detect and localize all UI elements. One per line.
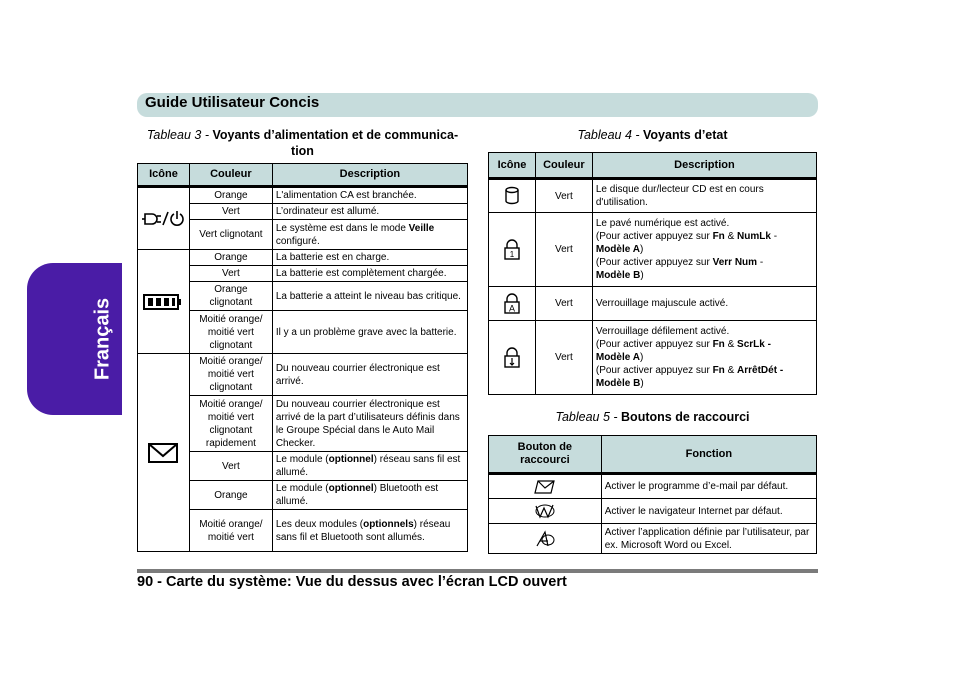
desc-text: ) xyxy=(640,270,644,281)
table4-caption-title: Voyants d’etat xyxy=(643,128,728,142)
desc-bold: ArrêtDét - xyxy=(737,365,784,376)
mail-envelope-icon xyxy=(147,442,179,464)
language-side-tab xyxy=(27,263,122,415)
table3-couleur: Vert xyxy=(189,452,272,481)
desc-text: (Pour activer appuyez sur xyxy=(595,339,713,350)
desc-bold: Modèle A xyxy=(595,352,640,363)
table3-couleur: Vert clignotant xyxy=(189,220,272,250)
table3-description: Il y a un problème grave avec la batterie. xyxy=(272,311,467,354)
table4-couleur: Vert xyxy=(535,287,592,321)
scrolllock-icon xyxy=(503,347,521,369)
app-button-icon xyxy=(534,530,556,548)
table-row xyxy=(138,250,468,266)
table4-description xyxy=(592,213,816,287)
desc-text: ) réseau sans fil est allumé. xyxy=(275,454,461,478)
table4-caption-prefix: Tableau 4 - xyxy=(577,128,644,142)
table-row xyxy=(489,213,817,287)
desc-line xyxy=(596,364,813,377)
header-title: Guide Utilisateur Concis xyxy=(145,94,320,111)
desc-line: Verrouillage défilement activé. xyxy=(595,326,730,337)
power-communication-table xyxy=(137,163,468,552)
table3-description: La batterie est complètement chargée. xyxy=(272,266,467,282)
desc-text: - xyxy=(770,231,778,242)
table4-header-description: Description xyxy=(592,153,816,179)
desc-line xyxy=(596,269,813,282)
desc-bold: Fn xyxy=(712,339,725,350)
desc-line xyxy=(596,338,813,351)
desc-bold: optionnels xyxy=(363,518,414,530)
desc-text: ) xyxy=(640,378,644,389)
table-row xyxy=(489,179,817,213)
table4-couleur: Vert xyxy=(535,321,592,395)
desc-text: ) xyxy=(639,244,644,255)
table3-description: L'alimentation CA est branchée. xyxy=(272,187,467,204)
desc-bold: NumLk xyxy=(737,231,771,242)
desc-text: Les deux modules ( xyxy=(275,518,364,530)
header-bar xyxy=(137,93,818,117)
table4-header-couleur: Couleur xyxy=(535,153,592,179)
table-row xyxy=(489,524,817,554)
footer-bar xyxy=(137,569,818,573)
table-row xyxy=(489,474,817,499)
table4-description: Le disque dur/lecteur CD est en cours d'utilisation. xyxy=(592,179,816,213)
table3-couleur: Moitié orange/ moitié vert clignotant xyxy=(189,354,272,396)
table3-couleur: Moitié orange/ moitié vert clignotant xyxy=(189,311,272,354)
table4-description xyxy=(592,321,816,395)
desc-text: (Pour activer appuyez sur xyxy=(595,257,713,268)
desc-bold: optionnel xyxy=(328,454,374,465)
table3-couleur: Orange xyxy=(189,250,272,266)
footer-title: 90 - Carte du système: Vue du dessus avec l’écran LCD ouvert xyxy=(137,574,567,590)
numlock-icon-cell xyxy=(489,213,536,287)
battery-icon xyxy=(143,292,183,312)
table-row xyxy=(489,321,817,395)
table3-couleur: Vert xyxy=(189,204,272,220)
table3-caption-prefix: Tableau 3 - xyxy=(146,128,213,142)
table3-couleur: Orange xyxy=(189,481,272,510)
desc-bold: optionnel xyxy=(328,483,374,494)
table3-caption-title: Voyants d’alimentation et de communica-tion xyxy=(212,128,459,158)
table3-couleur: Vert xyxy=(189,266,272,282)
table3-description xyxy=(272,220,467,250)
shortcut-buttons-table xyxy=(488,435,817,554)
capslock-icon xyxy=(503,293,521,315)
desc-bold: Verr Num xyxy=(712,257,758,268)
desc-line: Le pavé numérique est activé. xyxy=(595,218,730,229)
table3-description xyxy=(272,510,467,552)
table-row xyxy=(138,354,468,396)
table3-description xyxy=(272,452,467,481)
table3-description: L’ordinateur est allumé. xyxy=(272,204,467,220)
capslock-icon-cell xyxy=(489,287,536,321)
table4-couleur: Vert xyxy=(535,179,592,213)
table3-couleur: Orange xyxy=(189,187,272,204)
status-indicators-table xyxy=(488,152,817,395)
app-button-icon-cell xyxy=(489,524,602,554)
table3-header-description: Description xyxy=(272,164,467,187)
table5-header-fonction: Fonction xyxy=(601,436,816,474)
table4-header-icone: Icône xyxy=(489,153,536,179)
table3-description xyxy=(272,481,467,510)
desc-bold: Modèle A xyxy=(595,244,640,255)
table4-couleur: Vert xyxy=(535,213,592,287)
table5-caption xyxy=(488,409,817,425)
desc-text: Le module ( xyxy=(275,454,329,465)
table5-fonction: Activer le navigateur Internet par défaut. xyxy=(601,499,816,524)
svg-text:1: 1 xyxy=(509,249,515,259)
desc-bold: Modèle B xyxy=(595,378,641,389)
desc-text: & xyxy=(724,365,738,376)
desc-text: Le module ( xyxy=(275,483,329,494)
desc-text: ) réseau sans fil et Bluetooth sont allumés. xyxy=(275,518,451,543)
table5-fonction: Activer le programme d’e-mail par défaut. xyxy=(601,474,816,499)
desc-text: & xyxy=(724,231,738,242)
scrolllock-icon-cell xyxy=(489,321,536,395)
table3-header-icone: Icône xyxy=(138,164,190,187)
table3-header-couleur: Couleur xyxy=(189,164,272,187)
mail-icon-cell xyxy=(138,354,190,552)
mail-button-icon xyxy=(534,479,556,495)
table3-description: Du nouveau courrier électronique est arrivé. xyxy=(272,354,467,396)
desc-line xyxy=(596,256,813,269)
desc-text: ) Bluetooth est allumé. xyxy=(275,483,439,507)
table3-couleur: Moitié orange/ moitié vert xyxy=(189,510,272,552)
desc-bold: ScrLk - xyxy=(737,339,771,350)
table3-description: La batterie a atteint le niveau bas critique. xyxy=(272,282,467,311)
table3-header-row xyxy=(138,164,468,187)
table5-header-bouton: Bouton de raccourci xyxy=(489,436,602,474)
desc-line xyxy=(596,243,813,256)
web-button-icon-cell xyxy=(489,499,602,524)
desc-line xyxy=(596,377,813,390)
table4-description: Verrouillage majuscule activé. xyxy=(592,287,816,321)
disk-icon-cell xyxy=(489,179,536,213)
side-tab-label: Français xyxy=(91,297,114,381)
desc-line xyxy=(596,351,813,364)
table3-description: Du nouveau courrier électronique est arrivé de la part d’utilisateurs définis dans le Groupe Spécial dans le Auto Mail Checker. xyxy=(272,396,467,452)
power-icon-cell xyxy=(138,187,190,250)
svg-text:A: A xyxy=(508,303,515,313)
table4-caption xyxy=(488,127,817,143)
mail-button-icon-cell xyxy=(489,474,602,499)
desc-bold: Fn xyxy=(712,231,725,242)
table-row xyxy=(489,499,817,524)
table5-caption-title: Boutons de raccourci xyxy=(621,410,750,424)
table3-description: La batterie est en charge. xyxy=(272,250,467,266)
desc-bold: Fn xyxy=(712,365,725,376)
desc-bold: Modèle B xyxy=(595,270,641,281)
table5-caption-prefix: Tableau 5 - xyxy=(555,410,622,424)
desc-text: & xyxy=(724,339,738,350)
table-row xyxy=(489,287,817,321)
desc-text: (Pour activer appuyez sur xyxy=(595,365,713,376)
table4-header-row xyxy=(489,153,817,179)
desc-line xyxy=(596,230,813,243)
table3-couleur: Moitié orange/ moitié vert clignotant rapidement xyxy=(189,396,272,452)
table5-fonction: Activer l’application définie par l’utilisateur, par ex. Microsoft Word ou Excel. xyxy=(601,524,816,554)
desc-text: ) xyxy=(639,352,644,363)
desc-text: Le système est dans le mode xyxy=(275,222,409,234)
desc-text: - xyxy=(757,257,764,268)
web-button-icon xyxy=(534,503,556,519)
table3-couleur: Orange clignotant xyxy=(189,282,272,311)
numlock-icon xyxy=(503,239,521,261)
battery-icon-cell xyxy=(138,250,190,354)
desc-text: (Pour activer appuyez sur xyxy=(595,231,713,242)
table-row xyxy=(138,187,468,204)
desc-bold: Veille xyxy=(408,222,435,234)
disk-icon xyxy=(504,186,520,206)
desc-text: configuré. xyxy=(275,235,320,247)
table3-caption xyxy=(137,127,468,159)
table5-header-row xyxy=(489,436,817,474)
power-plug-icon xyxy=(141,208,185,230)
